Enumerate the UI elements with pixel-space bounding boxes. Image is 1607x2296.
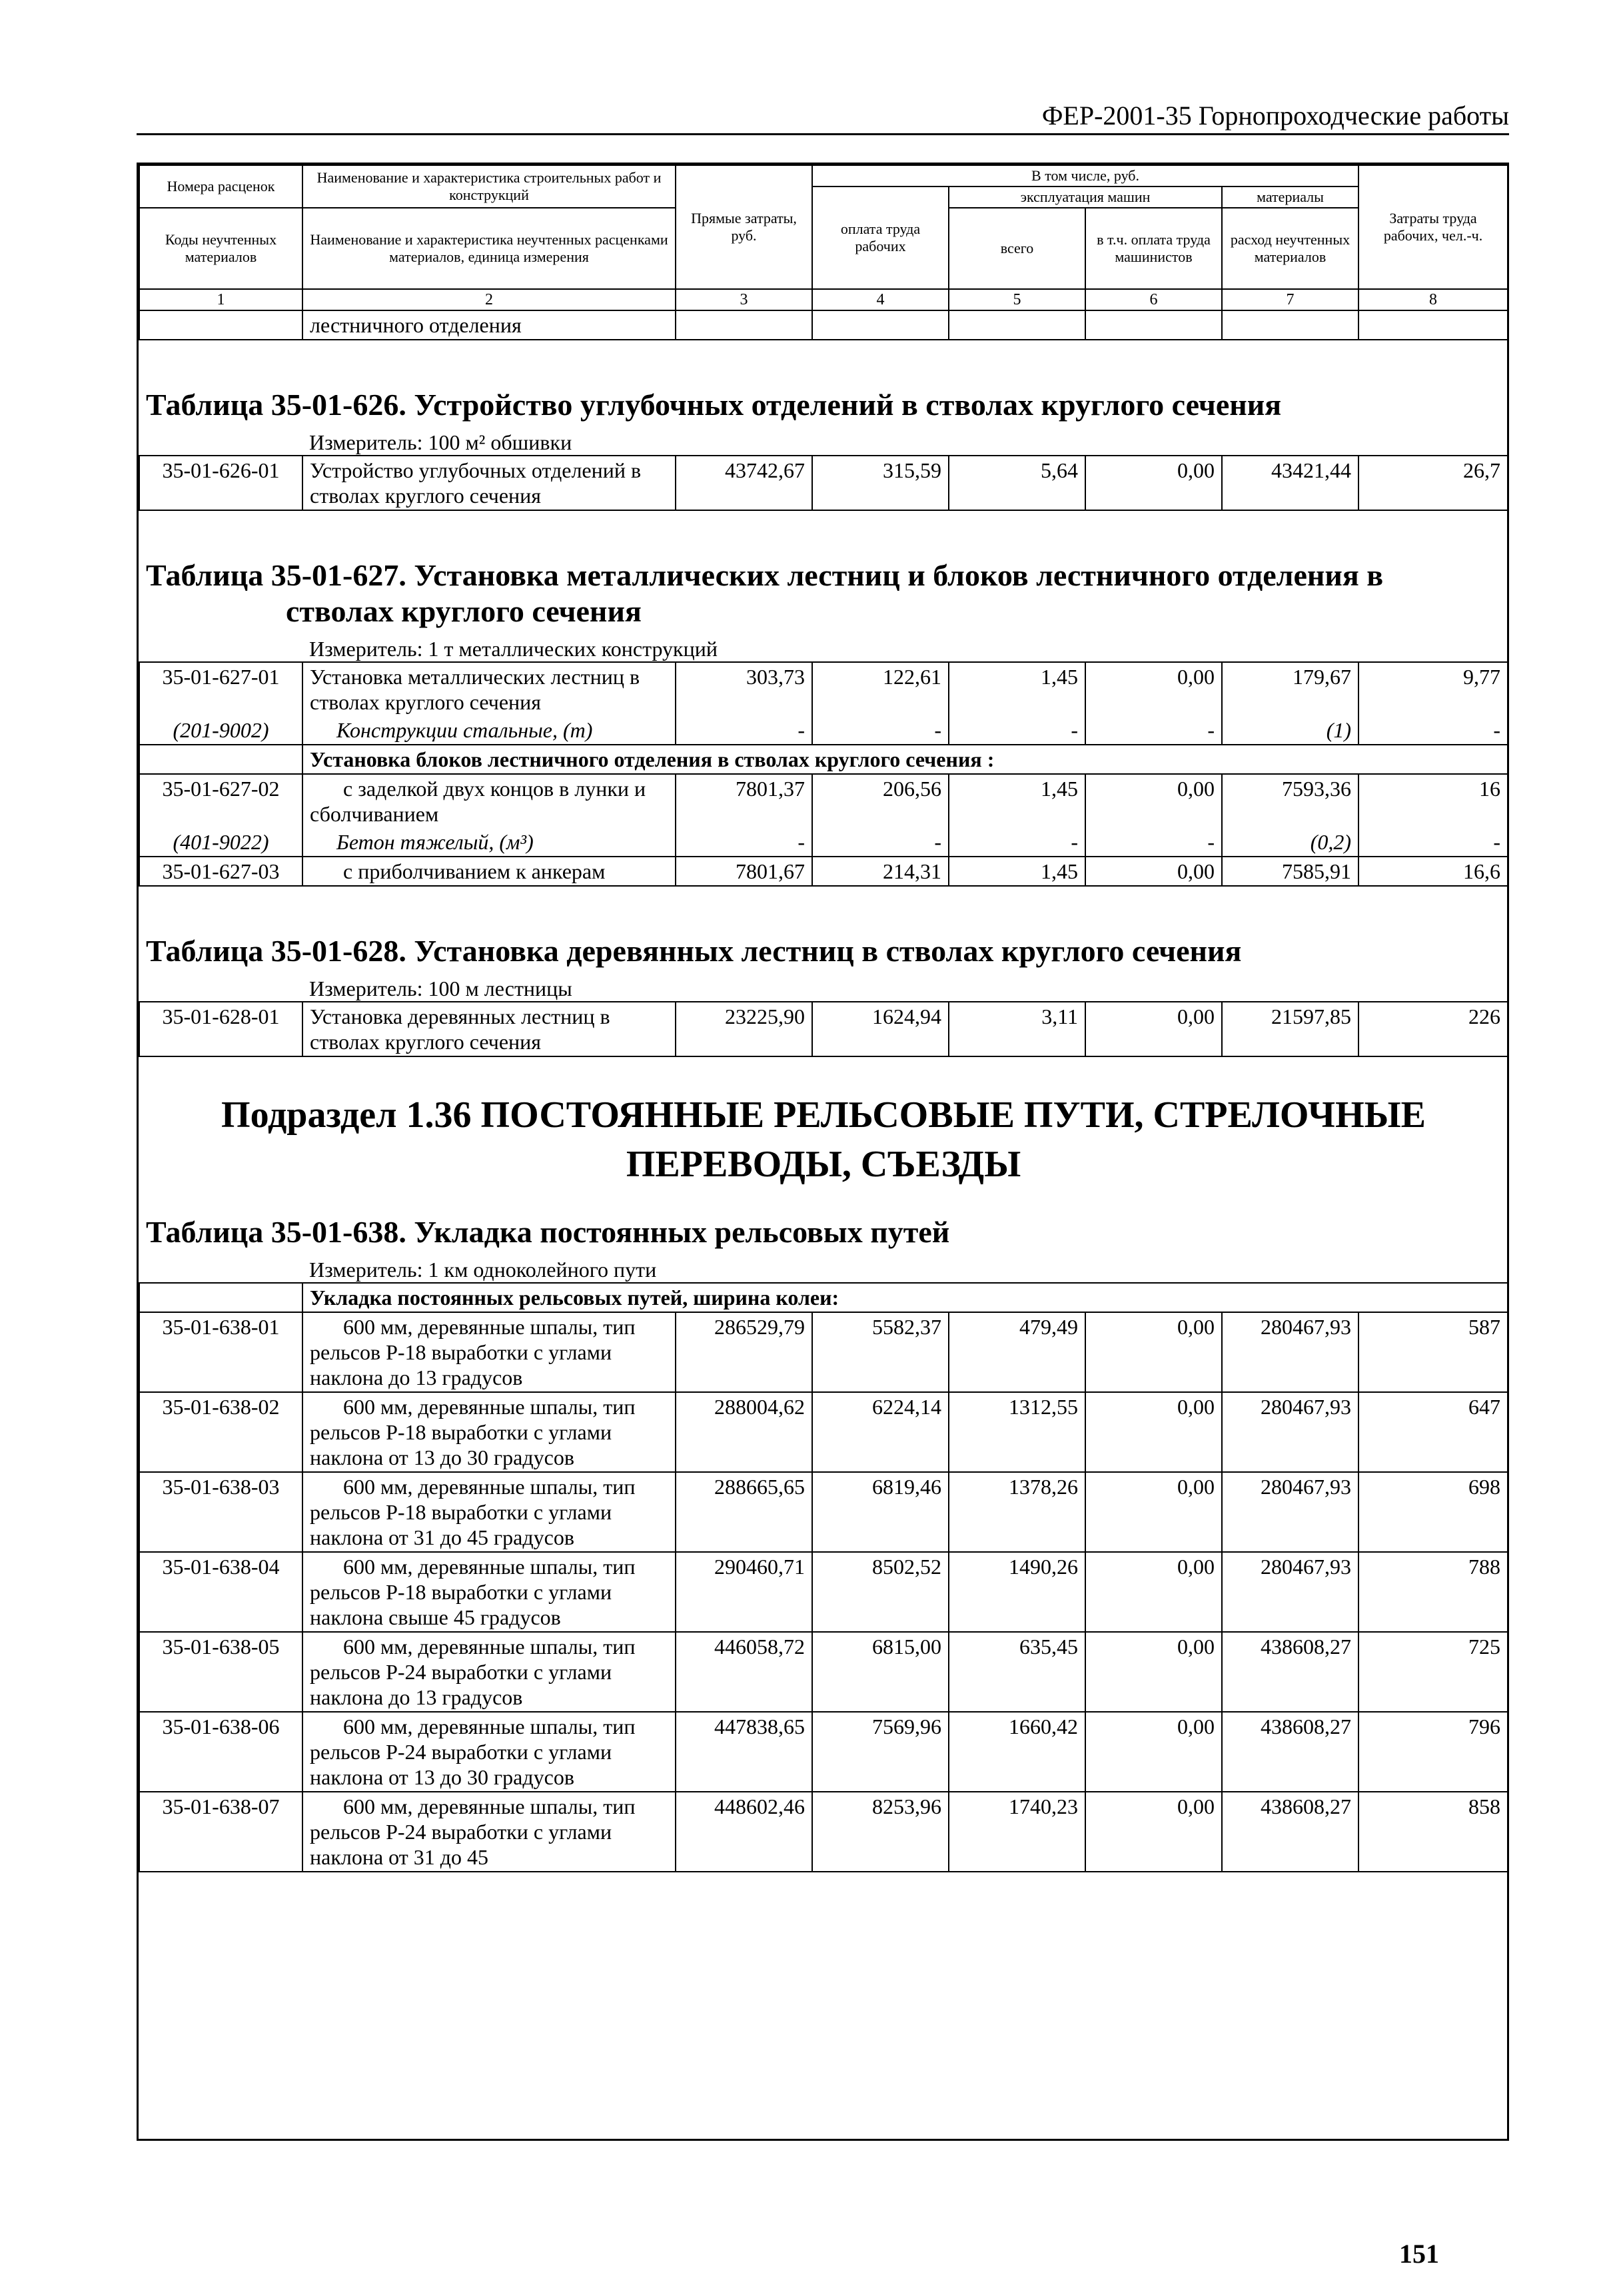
machines-total: 479,49 — [949, 1312, 1085, 1392]
materials: 438608,27 — [1222, 1712, 1358, 1792]
rate-name: 600 мм, деревянные шпалы, тип рельсов Р-24 выработки с углами наклона до 13 градусов — [302, 1632, 676, 1712]
table-title-638: Таблица 35-01-638. Укладка постоянных рельсовых путей — [146, 1215, 950, 1249]
direct-costs: 447838,65 — [676, 1712, 812, 1792]
worker-pay: 1624,94 — [812, 1002, 949, 1056]
page-number: 151 — [1399, 2239, 1439, 2269]
labor-costs: 788 — [1358, 1552, 1508, 1632]
material-usage: (1) — [1222, 716, 1358, 745]
machinist-pay: 0,00 — [1085, 1002, 1222, 1056]
worker-pay: 8253,96 — [812, 1792, 949, 1872]
col-num: 2 — [302, 289, 676, 310]
labor-costs: 647 — [1358, 1392, 1508, 1472]
worker-pay: 5582,37 — [812, 1312, 949, 1392]
table-row — [139, 662, 1508, 716]
header-machines-total: всего — [949, 208, 1085, 289]
rate-code: 35-01-638-04 — [139, 1552, 302, 1632]
table-row — [139, 1792, 1508, 1872]
rate-code: 35-01-638-02 — [139, 1392, 302, 1472]
direct-costs: 290460,71 — [676, 1552, 812, 1632]
machines-total: 1312,55 — [949, 1392, 1085, 1472]
machines-total: 1,45 — [949, 662, 1085, 716]
cell: - — [1085, 716, 1222, 745]
machinist-pay: 0,00 — [1085, 1632, 1222, 1712]
table-row — [139, 774, 1508, 828]
materials: 280467,93 — [1222, 1392, 1358, 1472]
material-usage: (0,2) — [1222, 828, 1358, 857]
materials: 280467,93 — [1222, 1552, 1358, 1632]
cell: - — [949, 828, 1085, 857]
header-material-codes: Коды неучтенных материалов — [139, 208, 302, 289]
subheader-627: Установка блоков лестничного отделения в стволах круглого сечения : — [302, 745, 1508, 774]
rate-code: 35-01-626-01 — [139, 456, 302, 510]
table-row — [139, 1472, 1508, 1552]
machinist-pay: 0,00 — [1085, 1312, 1222, 1392]
continuation-text: лестничного отделения — [302, 310, 676, 340]
table-title-627: Таблица 35-01-627. Установка металлических лестниц и блоков лестничного отделения в стволах круглого сечения — [146, 558, 1384, 628]
header-direct-costs: Прямые затраты, руб. — [676, 165, 812, 289]
rate-name: 600 мм, деревянные шпалы, тип рельсов Р-18 выработки с углами наклона от 13 до 30 градусов — [302, 1392, 676, 1472]
running-header: ФЕР-2001-35 Горнопроходческие работы — [137, 100, 1509, 135]
continuation-row — [139, 310, 1508, 340]
machines-total: 5,64 — [949, 456, 1085, 510]
labor-costs: 725 — [1358, 1632, 1508, 1712]
rates-table — [139, 165, 1508, 1872]
table-header — [139, 165, 1508, 310]
labor-costs: 26,7 — [1358, 456, 1508, 510]
meter-628: Измеритель: 100 м лестницы — [302, 972, 1508, 1002]
rate-code: 35-01-628-01 — [139, 1002, 302, 1056]
header-work-name: Наименование и характеристика строительных работ и конструкций — [302, 165, 676, 208]
material-row — [139, 716, 1508, 745]
machinist-pay: 0,00 — [1085, 774, 1222, 828]
labor-costs: 858 — [1358, 1792, 1508, 1872]
machinist-pay: 0,00 — [1085, 1792, 1222, 1872]
rate-code: 35-01-627-03 — [139, 857, 302, 886]
table-title-626: Таблица 35-01-626. Устройство углубочных отделений в стволах круглого сечения — [146, 388, 1282, 422]
machines-total: 1740,23 — [949, 1792, 1085, 1872]
rates-sheet — [137, 163, 1509, 2141]
rate-name: 600 мм, деревянные шпалы, тип рельсов Р-24 выработки с углами наклона от 31 до 45 — [302, 1792, 676, 1872]
rate-name: Установка деревянных лестниц в стволах круглого сечения — [302, 1002, 676, 1056]
direct-costs: 7801,67 — [676, 857, 812, 886]
direct-costs: 286529,79 — [676, 1312, 812, 1392]
machinist-pay: 0,00 — [1085, 1712, 1222, 1792]
meter-626: Измеритель: 100 м² обшивки — [302, 426, 1508, 456]
materials: 280467,93 — [1222, 1312, 1358, 1392]
direct-costs: 303,73 — [676, 662, 812, 716]
labor-costs: 16 — [1358, 774, 1508, 828]
direct-costs: 288004,62 — [676, 1392, 812, 1472]
header-materials: материалы — [1222, 187, 1358, 208]
col-num: 4 — [812, 289, 949, 310]
table-row — [139, 456, 1508, 510]
material-code: (201-9002) — [139, 716, 302, 745]
cell: - — [812, 716, 949, 745]
labor-costs: 226 — [1358, 1002, 1508, 1056]
worker-pay: 6224,14 — [812, 1392, 949, 1472]
machinist-pay: 0,00 — [1085, 662, 1222, 716]
direct-costs: 448602,46 — [676, 1792, 812, 1872]
rate-name: Устройство углубочных отделений в стволах круглого сечения — [302, 456, 676, 510]
header-labor-costs: Затраты труда рабочих, чел.-ч. — [1358, 165, 1508, 289]
rate-code: 35-01-638-07 — [139, 1792, 302, 1872]
direct-costs: 446058,72 — [676, 1632, 812, 1712]
rate-code: 35-01-638-06 — [139, 1712, 302, 1792]
subheader-638: Укладка постоянных рельсовых путей, ширина колеи: — [302, 1283, 1508, 1312]
table-row — [139, 1312, 1508, 1392]
worker-pay: 7569,96 — [812, 1712, 949, 1792]
worker-pay: 6815,00 — [812, 1632, 949, 1712]
machinist-pay: 0,00 — [1085, 456, 1222, 510]
machines-total: 635,45 — [949, 1632, 1085, 1712]
machines-total: 3,11 — [949, 1002, 1085, 1056]
worker-pay: 214,31 — [812, 857, 949, 886]
materials: 7593,36 — [1222, 774, 1358, 828]
header-worker-pay: оплата труда рабочих — [812, 187, 949, 289]
machines-total: 1490,26 — [949, 1552, 1085, 1632]
labor-costs: 9,77 — [1358, 662, 1508, 716]
direct-costs: 7801,37 — [676, 774, 812, 828]
cell: - — [676, 716, 812, 745]
materials: 43421,44 — [1222, 456, 1358, 510]
labor-costs: 587 — [1358, 1312, 1508, 1392]
worker-pay: 315,59 — [812, 456, 949, 510]
labor-costs: 796 — [1358, 1712, 1508, 1792]
table-row — [139, 1552, 1508, 1632]
table-row — [139, 1392, 1508, 1472]
material-name: Конструкции стальные, (т) — [302, 716, 676, 745]
machines-total: 1,45 — [949, 774, 1085, 828]
rate-name: 600 мм, деревянные шпалы, тип рельсов Р-18 выработки с углами наклона свыше 45 градусов — [302, 1552, 676, 1632]
rate-name: с приболчиванием к анкерам — [302, 857, 676, 886]
table-row — [139, 857, 1508, 886]
cell: - — [1085, 828, 1222, 857]
materials: 438608,27 — [1222, 1792, 1358, 1872]
machinist-pay: 0,00 — [1085, 857, 1222, 886]
machines-total: 1660,42 — [949, 1712, 1085, 1792]
material-row — [139, 828, 1508, 857]
material-code: (401-9022) — [139, 828, 302, 857]
materials: 179,67 — [1222, 662, 1358, 716]
machinist-pay: 0,00 — [1085, 1392, 1222, 1472]
table-row — [139, 1632, 1508, 1712]
machines-total: 1,45 — [949, 857, 1085, 886]
col-num: 6 — [1085, 289, 1222, 310]
header-material-names: Наименование и характеристика неучтенных расценками материалов, единица измерения — [302, 208, 676, 289]
materials: 280467,93 — [1222, 1472, 1358, 1552]
table-row — [139, 1712, 1508, 1792]
table-row — [139, 1002, 1508, 1056]
header-rate-numbers: Номера расценок — [139, 165, 302, 208]
worker-pay: 206,56 — [812, 774, 949, 828]
cell: - — [812, 828, 949, 857]
machinist-pay: 0,00 — [1085, 1472, 1222, 1552]
machines-total: 1378,26 — [949, 1472, 1085, 1552]
header-including: В том числе, руб. — [812, 165, 1358, 187]
rate-code: 35-01-627-02 — [139, 774, 302, 828]
worker-pay: 122,61 — [812, 662, 949, 716]
col-num: 5 — [949, 289, 1085, 310]
rate-code: 35-01-627-01 — [139, 662, 302, 716]
rows-638 — [139, 1312, 1508, 1872]
materials: 438608,27 — [1222, 1632, 1358, 1712]
labor-costs: 16,6 — [1358, 857, 1508, 886]
rate-name: Установка металлических лестниц в стволах круглого сечения — [302, 662, 676, 716]
cell: - — [1358, 716, 1508, 745]
rate-code: 35-01-638-03 — [139, 1472, 302, 1552]
machinist-pay: 0,00 — [1085, 1552, 1222, 1632]
rate-name: 600 мм, деревянные шпалы, тип рельсов Р-18 выработки с углами наклона от 31 до 45 градусов — [302, 1472, 676, 1552]
worker-pay: 6819,46 — [812, 1472, 949, 1552]
materials: 21597,85 — [1222, 1002, 1358, 1056]
section-title: Подраздел 1.36 ПОСТОЯННЫЕ РЕЛЬСОВЫЕ ПУТИ, СТРЕЛОЧНЫЕ ПЕРЕВОДЫ, СЪЕЗДЫ — [221, 1094, 1426, 1185]
col-num: 1 — [139, 289, 302, 310]
table-title-628: Таблица 35-01-628. Установка деревянных лестниц в стволах круглого сечения — [146, 934, 1242, 968]
direct-costs: 288665,65 — [676, 1472, 812, 1552]
meter-638: Измеритель: 1 км одноколейного пути — [302, 1253, 1508, 1283]
cell: - — [949, 716, 1085, 745]
direct-costs: 23225,90 — [676, 1002, 812, 1056]
worker-pay: 8502,52 — [812, 1552, 949, 1632]
rate-code: 35-01-638-01 — [139, 1312, 302, 1392]
col-num: 7 — [1222, 289, 1358, 310]
header-machinist-pay: в т.ч. оплата труда машинистов — [1085, 208, 1222, 289]
cell: - — [676, 828, 812, 857]
material-name: Бетон тяжелый, (м³) — [302, 828, 676, 857]
materials: 7585,91 — [1222, 857, 1358, 886]
rate-code: 35-01-638-05 — [139, 1632, 302, 1712]
meter-627: Измеритель: 1 т металлических конструкций — [302, 632, 1508, 662]
rate-name: с заделкой двух концов в лунки и сболчиванием — [302, 774, 676, 828]
header-machine-exploitation: эксплуатация машин — [949, 187, 1222, 208]
col-num: 8 — [1358, 289, 1508, 310]
rate-name: 600 мм, деревянные шпалы, тип рельсов Р-18 выработки с углами наклона до 13 градусов — [302, 1312, 676, 1392]
rate-name: 600 мм, деревянные шпалы, тип рельсов Р-24 выработки с углами наклона от 13 до 30 градусов — [302, 1712, 676, 1792]
cell: - — [1358, 828, 1508, 857]
col-num: 3 — [676, 289, 812, 310]
header-material-usage: расход неучтенных материалов — [1222, 208, 1358, 289]
labor-costs: 698 — [1358, 1472, 1508, 1552]
direct-costs: 43742,67 — [676, 456, 812, 510]
